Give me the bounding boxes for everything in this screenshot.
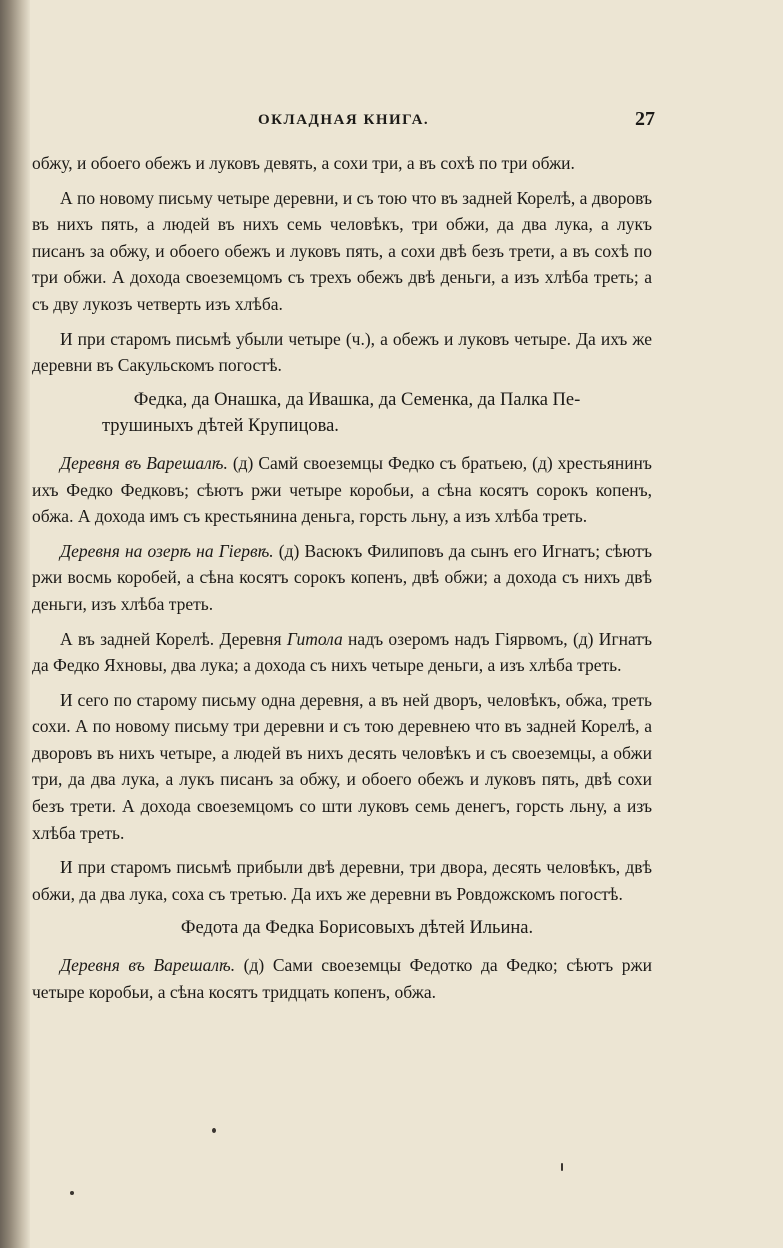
paragraph-text: (д) Сами своеземцы Федотко да Федко; сѣютъ ржи четыре коробьи, а сѣна косятъ тридцать копенъ, обжа. [32, 955, 652, 1002]
village-name: Деревня въ Варешалѣ. [60, 955, 236, 976]
paragraph-text: (д) Самй своеземцы Федко съ братьею, (д) хрестьянинъ ихъ Федко Федковъ; сѣютъ ржи четыре коробьи, а сѣна косятъ сорокъ копенъ, обжа. А дохода имъ съ крестьянина деньга, горсть льну, а изъ хлѣба треть. [32, 452, 652, 527]
paragraph-text: И сего по старому письму одна деревня, а въ ней дворъ, человѣкъ, обжа, треть сохи. А по новому письму три деревни и съ тою деревнею что въ задней Корелѣ, а дворовъ въ нихъ четыре, а людей въ нихъ десять человѣкъ и съ своеземцы, а обжи три, да два лука, а лукъ писанъ за обжу, и обоего обежъ и луковъ пять, двѣ сохи безъ трети. А дохода своеземцомъ со шти луковъ семь денегъ, горсть льну, а изъ хлѣба треть. [32, 689, 652, 843]
paragraph-3 [32, 326, 652, 379]
village-name: Гитола [286, 628, 343, 649]
book-spine-shadow [0, 0, 30, 1248]
page-body [32, 150, 652, 1013]
paragraph-text: обжу, и обоего обежъ и луковъ девять, а сохи три, а въ сохѣ по три обжи. [32, 153, 575, 173]
paragraph-summary-1 [32, 687, 652, 847]
paragraph-text-lead: А въ задней Корелѣ. Деревня [60, 628, 287, 649]
paragraph-text: И при старомъ письмѣ убыли четыре (ч.), а обежъ и луковъ четыре. Да ихъ же деревни въ Сакульскомъ погостѣ. [32, 328, 652, 376]
paragraph-text: А по новому письму четыре деревни, и съ тою что въ задней Корелѣ, а дворовъ въ нихъ пять, а людей въ нихъ семь человѣкъ, три обжи, да два лука, а лукъ писанъ за обжу, и обоего обежъ и луковъ пять, а сохи двѣ безъ трети, а въ сохѣ по три обжи. А дохода своеземцомъ съ трехъ обежъ двѣ деньги, а изъ хлѣба треть; а съ дву лукозъ четверть изъ хлѣба. [32, 187, 652, 314]
paragraph-text: (д) Васюкъ Филиповъ да сынъ его Игнатъ; сѣютъ ржи восмь коробей, а сѣна косятъ сорокъ копенъ, двѣ обжи; а дохода съ нихъ двѣ деньги, изъ хлѣба треть. [32, 540, 652, 614]
ink-speck [212, 1128, 216, 1133]
page-number: 27 [635, 108, 655, 130]
village-name: Деревня въ Варешалѣ. [60, 452, 228, 473]
heading-line-1: Федота да Федка Борисовыхъ дѣтей Ильина. [180, 918, 534, 939]
section-heading-ilina [32, 915, 652, 942]
village-name: Деревня на озерѣ на Гіервѣ. [60, 540, 274, 561]
heading-line-2: трушиныхъ дѣтей Крупицова. [102, 416, 339, 437]
paragraph-text: надъ озеромъ надъ Гіярвомъ, (д) Игнатъ да Федко Яхновы, два лука; а дохода съ нихъ четыре деньги, а изъ хлѣба треть. [32, 628, 652, 676]
ink-speck [561, 1163, 563, 1171]
running-title: ОКЛАДНАЯ КНИГА. [258, 112, 430, 128]
paragraph-village-vareshal-2 [32, 952, 652, 1005]
paragraph-village-gitola [32, 626, 652, 679]
paragraph-1 [32, 150, 652, 177]
paragraph-village-gierv [32, 538, 652, 618]
ink-speck [70, 1191, 74, 1195]
heading-line-1: Федка, да Онашка, да Ивашка, да Семенка, да Палка Пе- [133, 389, 581, 410]
paragraph-text: И при старомъ письмѣ прибыли двѣ деревни, три двора, десять человѣкъ, двѣ обжи, да два лука, соха съ третью. Да ихъ же деревни въ Ровдожскомъ погостѣ. [32, 857, 652, 904]
paragraph-summary-2 [32, 854, 652, 907]
page-header [60, 108, 655, 136]
paragraph-2 [32, 185, 652, 318]
paragraph-village-vareshal-1 [32, 450, 652, 530]
section-heading-krupitsova [32, 387, 652, 440]
